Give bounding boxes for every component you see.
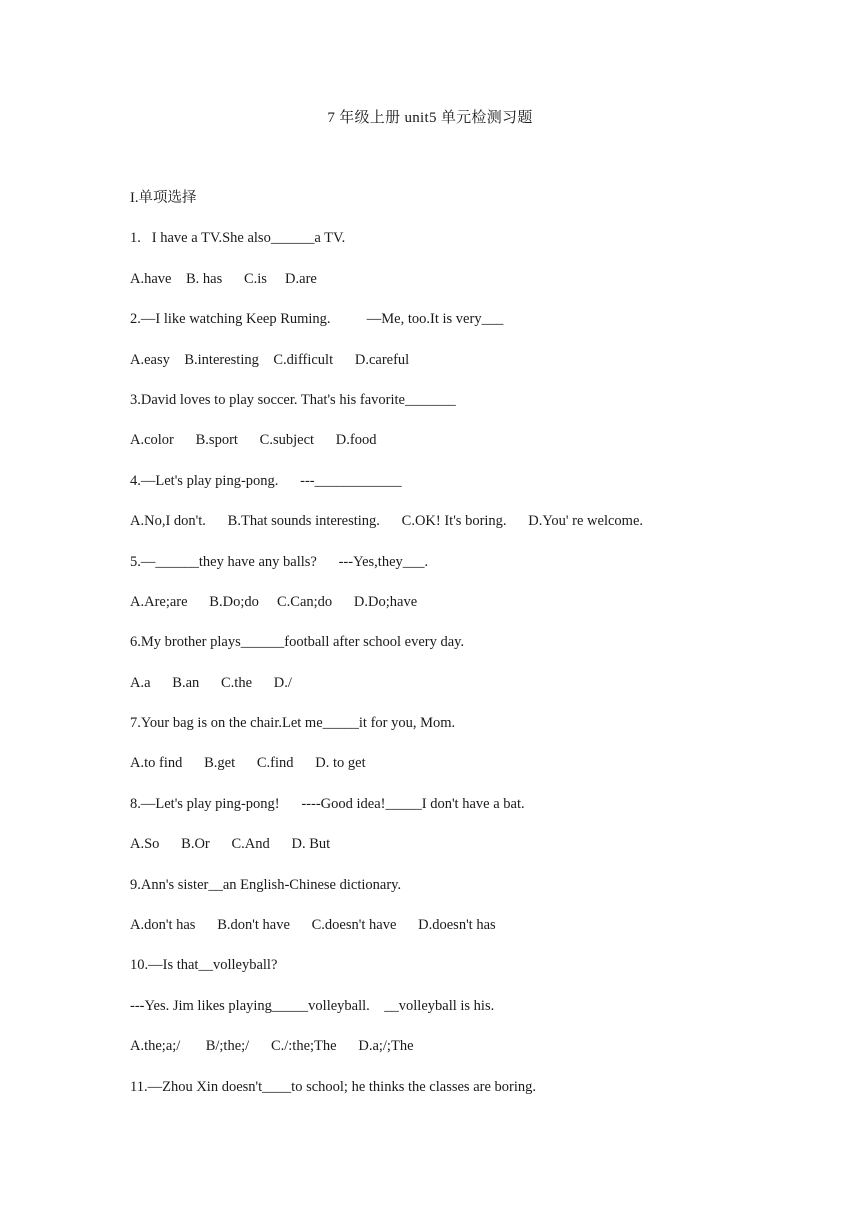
- question-8: 8.—Let's play ping-pong! ----Good idea!_____I don't have a bat.: [130, 795, 525, 812]
- question-2: 2.—I like watching Keep Ruming. —Me, too.It is very___: [130, 311, 504, 328]
- question-9: 9.Ann's sister__an English-Chinese dictionary.: [130, 876, 402, 893]
- options-1: A.have B. has C.is D.are: [130, 270, 317, 287]
- document-title: 7 年级上册 unit5 单元检测习题: [327, 110, 533, 126]
- options-7: A.to find B.get C.find D. to get: [130, 755, 366, 772]
- options-10: A.the;a;/ B/;the;/ C./:the;The D.a;/;The: [130, 1038, 414, 1055]
- options-5: A.Are;are B.Do;do C.Can;do D.Do;have: [130, 593, 418, 610]
- question-7: 7.Your bag is on the chair.Let me_____it for you, Mom.: [130, 715, 456, 732]
- question-list: [130, 187, 810, 1116]
- options-9: A.don't has B.don't have C.doesn't have D.doesn't has: [130, 917, 496, 934]
- question-4: 4.—Let's play ping-pong. ---____________: [130, 472, 402, 489]
- question-6: 6.My brother plays______football after school every day.: [130, 634, 465, 651]
- question-10: 10.—Is that__volleyball?: [130, 957, 278, 974]
- question-1: 1. I have a TV.She also______a TV.: [130, 230, 346, 247]
- options-8: A.So B.Or C.And D. But: [130, 836, 331, 853]
- options-2: A.easy B.interesting C.difficult D.careful: [130, 351, 410, 368]
- options-4: A.No,I don't. B.That sounds interesting. C.OK! It's boring. D.You' re welcome.: [130, 513, 644, 530]
- options-3: A.color B.sport C.subject D.food: [130, 432, 377, 449]
- options-6: A.a B.an C.the D./: [130, 674, 292, 691]
- question-10-continued: ---Yes. Jim likes playing_____volleyball. __volleyball is his.: [130, 997, 495, 1014]
- section-heading: I.单项选择: [130, 190, 197, 206]
- question-11: 11.—Zhou Xin doesn't____to school; he thinks the classes are boring.: [130, 1078, 536, 1095]
- question-5: 5.—______they have any balls? ---Yes,they___.: [130, 553, 429, 570]
- question-3: 3.David loves to play soccer. That's his favorite_______: [130, 391, 456, 408]
